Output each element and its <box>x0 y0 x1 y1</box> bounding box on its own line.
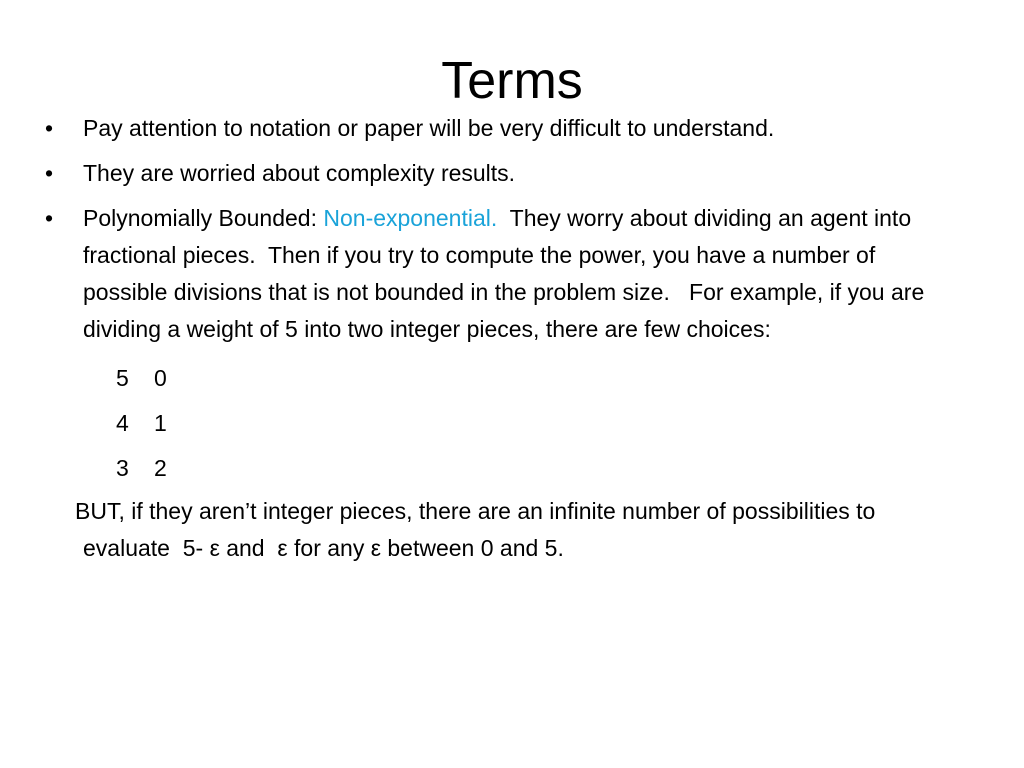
choice-first: 5 <box>116 365 129 391</box>
choice-second: 1 <box>154 410 167 436</box>
choice-second: 0 <box>154 365 167 391</box>
closing-paragraph: BUT, if they aren’t integer pieces, there are an infinite number of possibilities to evaluate 5- ε and ε for any ε between 0 and 5. <box>75 498 882 561</box>
highlight-term: Non-exponential. <box>323 205 498 231</box>
bullet-suffix: They worry about dividing an agent into fractional pieces. Then if you try to compute the power, you have a number of possible divisions that is not bounded in the problem size. For example, if you are dividing a weight of 5 into two integer pieces, there are few choices: <box>83 205 931 342</box>
choice-row <box>45 356 965 401</box>
slide-body <box>45 110 965 567</box>
bullet-icon: • <box>45 115 54 141</box>
choice-first: 3 <box>116 455 129 481</box>
bullet-item <box>45 110 965 147</box>
choice-row <box>45 401 965 446</box>
bullet-item <box>45 200 965 348</box>
bullet-item <box>45 155 965 192</box>
bullet-prefix: Polynomially Bounded: <box>83 205 324 231</box>
bullet-icon: • <box>45 160 54 186</box>
choice-second: 2 <box>154 455 167 481</box>
bullet-icon: • <box>45 205 54 231</box>
choice-row <box>45 446 965 491</box>
slide-title: Terms <box>441 52 583 110</box>
bullet-text: Pay attention to notation or paper will be very difficult to understand. <box>83 115 775 141</box>
bullet-text: They are worried about complexity results. <box>83 160 516 186</box>
choice-first: 4 <box>116 410 129 436</box>
